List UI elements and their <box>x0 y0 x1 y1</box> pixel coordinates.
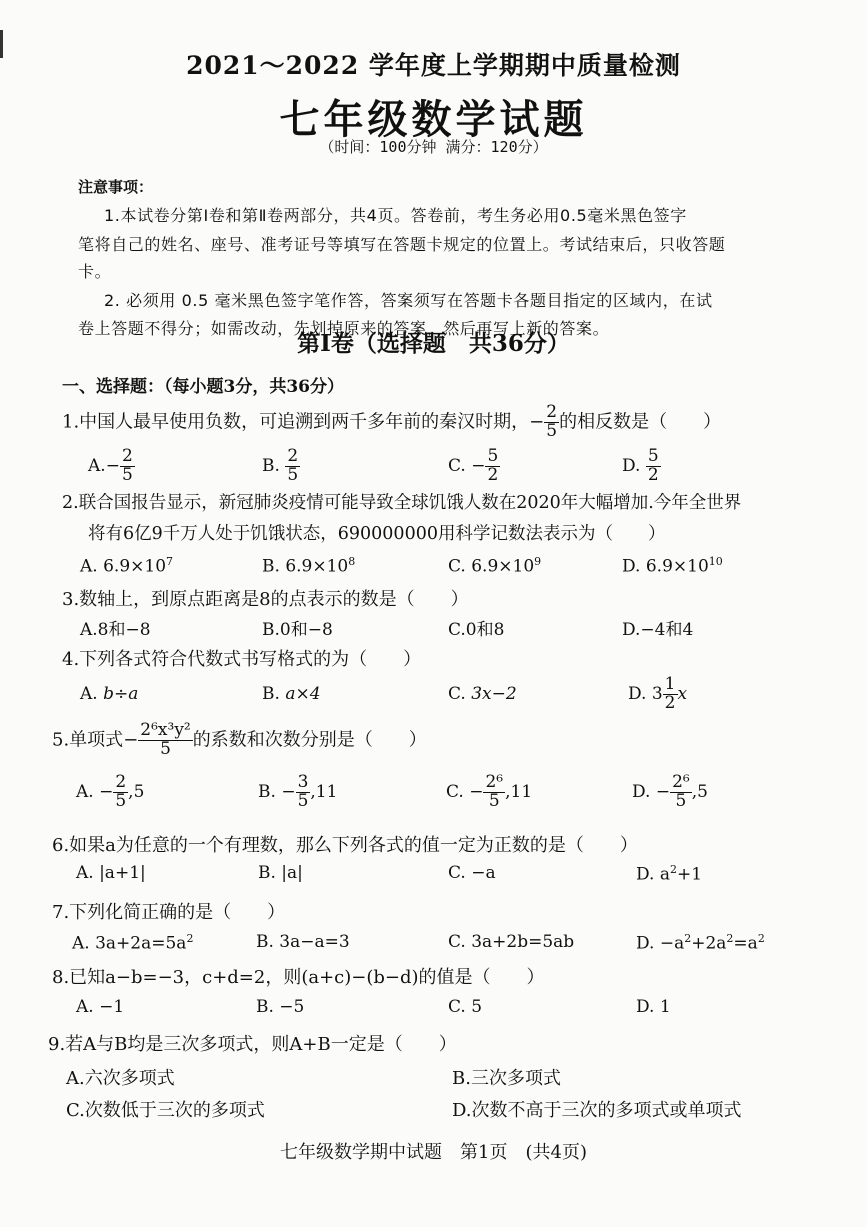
option-c: C. − $\frac{5}{2}$ <box>448 446 499 485</box>
note-line: 2. 必须用 0.5 毫米黑色签字笔作答，答案须写在答题卡各题目指定的区域内，在试 <box>104 291 713 310</box>
fraction: $\frac{2}{5}$ <box>546 402 558 441</box>
note-line: 卡。 <box>78 262 112 281</box>
option-b: B.三次多项式 <box>452 1068 561 1089</box>
option-c: C. 3a+2b=5ab <box>448 932 575 952</box>
note-line: 1.本试卷分第Ⅰ卷和第Ⅱ卷两部分，共4页。答卷前，考生务必用0.5毫米黑色签字 <box>104 206 687 225</box>
note-line: 笔将自己的姓名、座号、准考证号等填写在答题卡规定的位置上。考试结束后，只收答题 <box>78 235 726 254</box>
option-a: A.− $\frac{2}{5}$ <box>88 446 133 485</box>
notes-title: 注意事项： <box>78 178 154 196</box>
option-b: B.0和−8 <box>262 620 333 640</box>
question-4-stem: 4.下列各式符合代数式书写格式的为（ ） <box>62 649 422 670</box>
exam-title: 七年级数学试题 <box>279 97 588 143</box>
part-title: 一、选择题：（每小题3分，共36分） <box>62 377 344 397</box>
option-c: C. 5 <box>448 997 483 1017</box>
question-2-stem: 2.联合国报告显示，新冠肺炎疫情可能导致全球饥饿人数在2020年大幅增加.今年全世界 <box>62 493 742 513</box>
option-b: B. − $\frac{3}{5}$ ,11 <box>258 772 338 811</box>
option-a: A. b÷a <box>80 684 139 704</box>
option-d: D. − $\frac{\text{2⁶}}{5}$ ,5 <box>632 772 708 811</box>
question-3-stem: 3.数轴上，到原点距离是8的点表示的数是（ ） <box>62 589 469 610</box>
option-c: C. − $\frac{\text{2⁶}}{5}$ ,11 <box>446 772 533 811</box>
option-d: D. $-a^2+2a^2=a^2$ <box>636 932 765 954</box>
option-a: A.8和−8 <box>80 620 151 640</box>
option-b: B. −5 <box>256 997 305 1017</box>
option-a: A.六次多项式 <box>66 1068 175 1089</box>
option-a: A. |a+1| <box>76 863 146 883</box>
question-1-stem: 1.中国人最早使用负数，可追溯到两千多年前的秦汉时期，− $\frac{2}{5}$ 的相反数是（ ） <box>62 402 722 441</box>
option-b: B. |a| <box>258 863 303 883</box>
question-8-stem: 8.已知a−b=−3，c+d=2，则(a+c)−(b−d)的值是（ ） <box>52 967 545 988</box>
question-7-stem: 7.下列化简正确的是（ ） <box>52 902 286 923</box>
option-d: D.次数不高于三次的多项式或单项式 <box>452 1100 742 1121</box>
question-6-stem: 6.如果a为任意的一个有理数，那么下列各式的值一定为正数的是（ ） <box>52 835 638 856</box>
option-c: C. 3x−2 <box>448 684 517 704</box>
option-c: C. −a <box>448 863 496 883</box>
page-footer: 七年级数学期中试题 第1页 (共4页) <box>280 1142 587 1163</box>
question-2-stem-cont: 将有6亿9千万人处于饥饿状态，690000000用科学记数法表示为（ ） <box>88 524 666 544</box>
option-d: D. $a^2+1$ <box>636 863 703 885</box>
option-d: D. $\frac{5}{2}$ <box>622 446 659 485</box>
question-9-stem: 9.若A与B均是三次多项式，则A+B一定是（ ） <box>48 1034 457 1055</box>
option-d: D. 3 $\frac{1}{2}$ x <box>628 674 688 713</box>
section-title: 第Ⅰ卷（选择题 共36分） <box>297 330 570 357</box>
note-line: 卷上答题不得分；如需改动，先划掉原来的答案，然后再写上新的答案。 <box>78 319 610 338</box>
option-a: A. $3a+2a=5a^2$ <box>72 932 194 954</box>
option-a: A. − $\frac{2}{5}$ ,5 <box>76 772 145 811</box>
option-c: C.0和8 <box>448 620 505 640</box>
exam-header: 2021～2022 学年度上学期期中质量检测 <box>186 51 681 80</box>
option-d: D. $6.9\times 10^{10}$ <box>622 555 723 577</box>
question-5-stem: 5.单项式− $\frac{\text{2⁶x³y²}}{5}$ 的系数和次数分别是（ ） <box>52 720 427 759</box>
option-b: B. $6.9\times 10^8$ <box>262 555 356 577</box>
option-d: D. 1 <box>636 997 671 1017</box>
option-b: B. a×4 <box>262 684 321 704</box>
option-a: A. −1 <box>76 997 125 1017</box>
option-c: C. $6.9\times 10^9$ <box>448 555 542 577</box>
option-b: B. 3a−a=3 <box>256 932 350 952</box>
option-c: C.次数低于三次的多项式 <box>66 1100 265 1121</box>
option-a: A. $6.9\times 10^7$ <box>80 555 174 577</box>
option-d: D.−4和4 <box>622 620 694 640</box>
option-b: B. $\frac{2}{5}$ <box>262 446 299 485</box>
exam-info: （时间：100分钟 满分：120分） <box>319 138 548 156</box>
